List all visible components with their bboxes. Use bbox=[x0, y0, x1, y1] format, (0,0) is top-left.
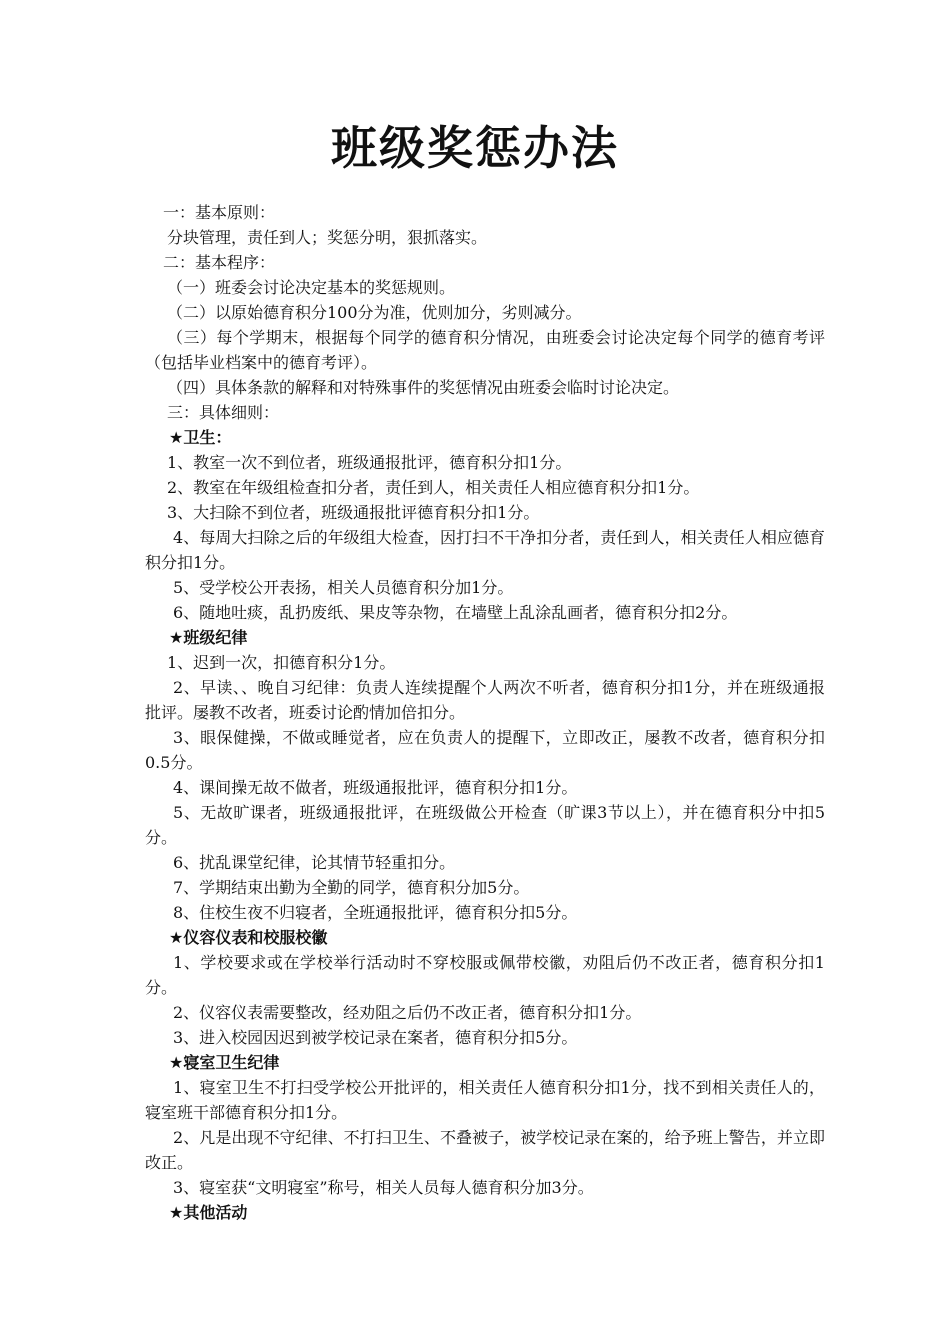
paragraph: 二：基本程序： bbox=[163, 253, 276, 272]
section-heading: ★寝室卫生纪律 bbox=[169, 1053, 280, 1072]
paragraph: 1、迟到一次，扣德育积分1分。 bbox=[167, 653, 396, 672]
paragraph: （四）具体条款的解释和对特殊事件的奖惩情况由班委会临时讨论决定。 bbox=[167, 378, 680, 397]
section-heading: ★卫生： bbox=[169, 428, 232, 447]
paragraph: 1、教室一次不到位者，班级通报批评，德育积分扣1分。 bbox=[167, 453, 572, 472]
paragraph: 5、受学校公开表扬，相关人员德育积分加1分。 bbox=[173, 578, 514, 597]
paragraph: 2、早读、、晚自习纪律：负责人连续提醒个人两次不听者，德育积分扣1分，并在班级通报批评。屡教不改者，班委讨论酌情加倍扣分。 bbox=[145, 678, 825, 722]
paragraph: 5、无故旷课者，班级通报批评，在班级做公开检查（旷课3节以上），并在德育积分中扣5分。 bbox=[145, 803, 825, 847]
paragraph: 3、大扫除不到位者，班级通报批评德育积分扣1分。 bbox=[167, 503, 540, 522]
paragraph: 6、随地吐痰，乱扔废纸、果皮等杂物，在墙壁上乱涂乱画者，德育积分扣2分。 bbox=[173, 603, 738, 622]
paragraph: （一）班委会讨论决定基本的奖惩规则。 bbox=[167, 278, 456, 297]
paragraph: 7、学期结束出勤为全勤的同学，德育积分加5分。 bbox=[173, 878, 530, 897]
paragraph: 2、凡是出现不守纪律、不打扫卫生、不叠被子，被学校记录在案的，给予班上警告，并立即改正。 bbox=[145, 1128, 825, 1172]
paragraph: 2、教室在年级组检查扣分者，责任到人，相关责任人相应德育积分扣1分。 bbox=[167, 478, 700, 497]
paragraph: 1、学校要求或在学校举行活动时不穿校服或佩带校徽，劝阻后仍不改正者，德育积分扣1分。 bbox=[145, 953, 825, 997]
paragraph: 分块管理，责任到人；奖惩分明，狠抓落实。 bbox=[167, 228, 488, 247]
paragraph: （二）以原始德育积分100分为准，优则加分，劣则减分。 bbox=[167, 303, 582, 322]
page-title: 班级奖惩办法 bbox=[331, 121, 619, 175]
document-body bbox=[145, 200, 825, 1225]
paragraph: 2、仪容仪表需要整改，经劝阻之后仍不改正者，德育积分扣1分。 bbox=[173, 1003, 642, 1022]
paragraph: 1、寝室卫生不打扫受学校公开批评的，相关责任人德育积分扣1分，找不到相关责任人的，寝室班干部德育积分扣1分。 bbox=[145, 1078, 825, 1122]
section-heading: ★仪容仪表和校服校徽 bbox=[169, 928, 328, 947]
section-heading: ★其他活动 bbox=[169, 1203, 248, 1222]
paragraph: 3、寝室获“文明寝室”称号，相关人员每人德育积分加3分。 bbox=[173, 1178, 594, 1197]
section-heading: ★班级纪律 bbox=[169, 628, 248, 647]
paragraph: 8、住校生夜不归寝者，全班通报批评，德育积分扣5分。 bbox=[173, 903, 578, 922]
paragraph: 4、每周大扫除之后的年级组大检查，因打扫不干净扣分者，责任到人，相关责任人相应德育积分扣1分。 bbox=[145, 528, 825, 572]
paragraph: 4、课间操无故不做者，班级通报批评，德育积分扣1分。 bbox=[173, 778, 578, 797]
paragraph: 6、扰乱课堂纪律，论其情节轻重扣分。 bbox=[173, 853, 456, 872]
paragraph: 3、进入校园因迟到被学校记录在案者，德育积分扣5分。 bbox=[173, 1028, 578, 1047]
paragraph: 一：基本原则： bbox=[163, 203, 276, 222]
paragraph: （三）每个学期末，根据每个同学的德育积分情况，由班委会讨论决定每个同学的德育考评（包括毕业档案中的德育考评）。 bbox=[145, 328, 825, 372]
paragraph: 3、眼保健操，不做或睡觉者，应在负责人的提醒下，立即改正，屡教不改者，德育积分扣0.5分。 bbox=[145, 728, 825, 772]
paragraph: 三：具体细则： bbox=[167, 403, 280, 422]
